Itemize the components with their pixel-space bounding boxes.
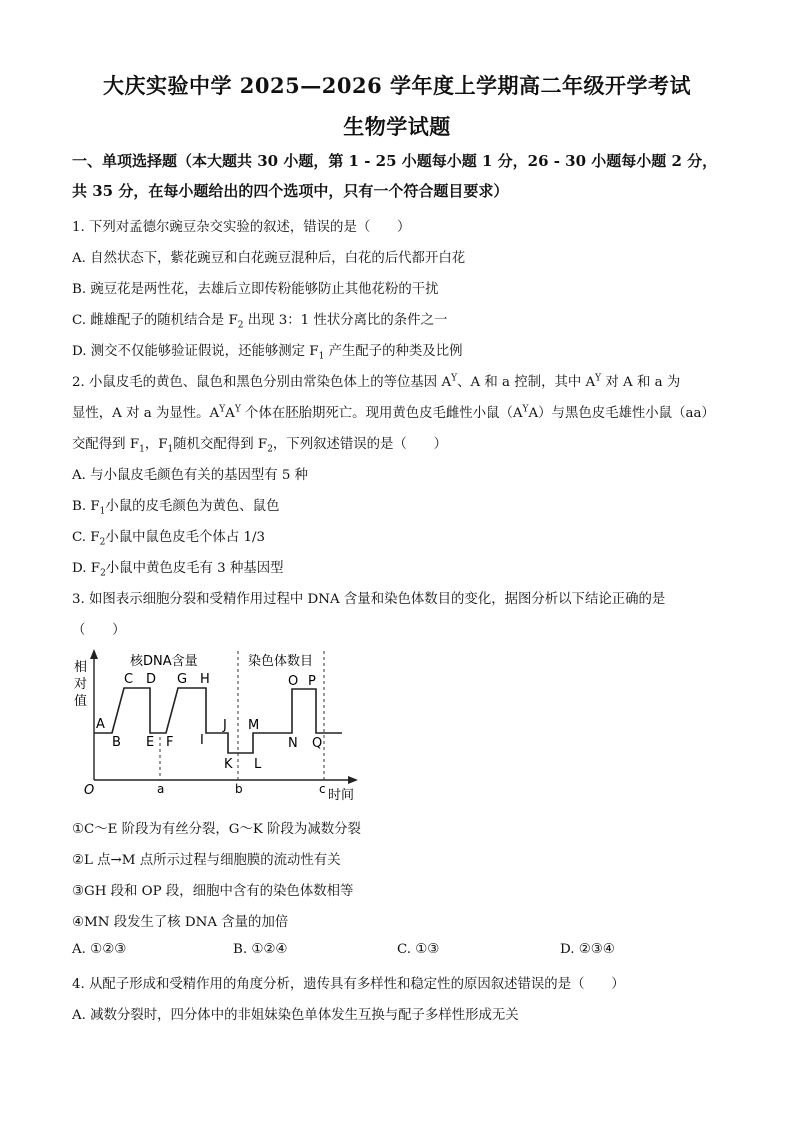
q3-option-c: C. ①③ xyxy=(397,942,440,957)
q2-option-d: D. $F_2$小鼠中黄色皮毛有 3 种基因型 xyxy=(72,561,284,579)
q4-option-a: A. 减数分裂时，四分体中的非姐妹染色单体发生互换与配子多样性形成无关 xyxy=(72,1008,519,1023)
q2-stem-line1: 2. 小鼠皮毛的黄色、鼠色和黑色分别由常染色体上的等位基因 $A^Y$、A 和 a 控制，其中 $A^Y$ 对 A 和 a 为 xyxy=(72,373,681,390)
exam-title: 大庆实验中学 2025—2026 学年度上学期高二年级开学考试 xyxy=(102,73,691,98)
q1-option-d: D. 测交不仅能够验证假说，还能够测定 $F_1$ 产生配子的种类及比例 xyxy=(72,344,463,362)
point-P: P xyxy=(308,674,316,689)
q2-stem-line3: 交配得到 $F_1$，$F_1$随机交配得到 $F_2$，下列叙述错误的是（ ） xyxy=(72,437,447,455)
y-axis-arrow xyxy=(90,649,98,659)
q4-stem: 4. 从配子形成和受精作用的角度分析，遗传具有多样性和稳定性的原因叙述错误的是（ ） xyxy=(72,977,625,992)
point-L: L xyxy=(254,757,262,772)
point-H: H xyxy=(200,672,210,687)
point-A: A xyxy=(96,717,105,732)
point-M: M xyxy=(248,718,260,733)
q3-statement-3: ③GH 段和 OP 段，细胞中含有的染色体数相等 xyxy=(72,884,354,899)
q2-option-b: B. $F_1$小鼠的皮毛颜色为黄色、鼠色 xyxy=(72,499,280,517)
q3-statement-2: ②L 点→M 点所示过程与细胞膜的流动性有关 xyxy=(72,853,341,868)
section-heading-line1: 一、单项选择题（本大题共 30 小题，第 1 - 25 小题每小题 1 分，26 - 30 小题每小题 2 分， xyxy=(72,152,718,170)
point-G: G xyxy=(177,672,188,687)
q3-option-d: D. ②③④ xyxy=(560,942,615,957)
point-Q: Q xyxy=(312,736,323,751)
q2-stem-line2: 显性，A 对 a 为显性。$A^YA^Y$ 个体在胚胎期死亡。现用黄色皮毛雌性小鼠$(A^YA)$与黑色皮毛雄性小鼠（aa） xyxy=(72,404,715,421)
tick-c: c xyxy=(319,782,326,796)
region-label-chromosome: 染色体数目 xyxy=(248,654,314,669)
q3-statement-4: ④MN 段发生了核 DNA 含量的加倍 xyxy=(72,915,289,930)
q1-option-b: B. 豌豆花是两性花，去雄后立即传粉能够防止其他花粉的干扰 xyxy=(72,282,439,297)
q1-stem: 1. 下列对孟德尔豌豆杂交实验的叙述，错误的是（ ） xyxy=(72,220,411,235)
origin-label: O xyxy=(84,783,95,798)
y-label-1: 相 xyxy=(74,660,88,675)
section-heading xyxy=(72,146,728,206)
q3-figure xyxy=(70,645,370,805)
x-axis-arrow xyxy=(348,776,358,784)
y-label-2: 对 xyxy=(74,677,88,692)
section-heading-line2: 共 35 分，在每小题给出的四个选项中，只有一个符合题目要求） xyxy=(72,182,509,200)
point-B: B xyxy=(112,735,121,750)
tick-b: b xyxy=(235,782,243,796)
point-I: I xyxy=(200,733,204,748)
q1-option-c: C. 雌雄配子的随机结合是 $F_2$ 出现 3：1 性状分离比的条件之一 xyxy=(72,313,448,331)
q3-option-b: B. ①②④ xyxy=(233,942,288,957)
point-N: N xyxy=(288,736,298,751)
q3-options xyxy=(72,942,732,962)
y-label-3: 值 xyxy=(74,694,88,709)
point-D: D xyxy=(146,672,157,687)
point-F: F xyxy=(166,735,174,750)
point-J: J xyxy=(223,718,227,733)
exam-subtitle: 生物学试题 xyxy=(343,114,451,139)
content-curve xyxy=(94,688,342,753)
q3-stem-line1: 3. 如图表示细胞分裂和受精作用过程中 DNA 含量和染色体数目的变化，据图分析以下结论正确的是 xyxy=(72,592,666,607)
x-axis-label: 时间 xyxy=(328,788,355,803)
q3-stem-line2: （ ） xyxy=(72,623,126,638)
q2-option-a: A. 与小鼠皮毛颜色有关的基因型有 5 种 xyxy=(72,468,309,483)
point-O: O xyxy=(288,674,299,689)
q3-option-a: A. ①②③ xyxy=(72,942,127,957)
q3-statement-1: ①C～E 阶段为有丝分裂，G～K 阶段为减数分裂 xyxy=(72,822,361,837)
point-C: C xyxy=(124,672,134,687)
tick-a: a xyxy=(157,782,165,796)
point-K: K xyxy=(224,757,233,772)
point-E: E xyxy=(146,735,155,750)
q2-option-c: C. $F_2$小鼠中鼠色皮毛个体占 1/3 xyxy=(72,530,266,548)
region-label-dna: 核DNA含量 xyxy=(130,654,198,669)
q1-option-a: A. 自然状态下，紫花豌豆和白花豌豆混种后，白花的后代都开白花 xyxy=(72,251,466,266)
